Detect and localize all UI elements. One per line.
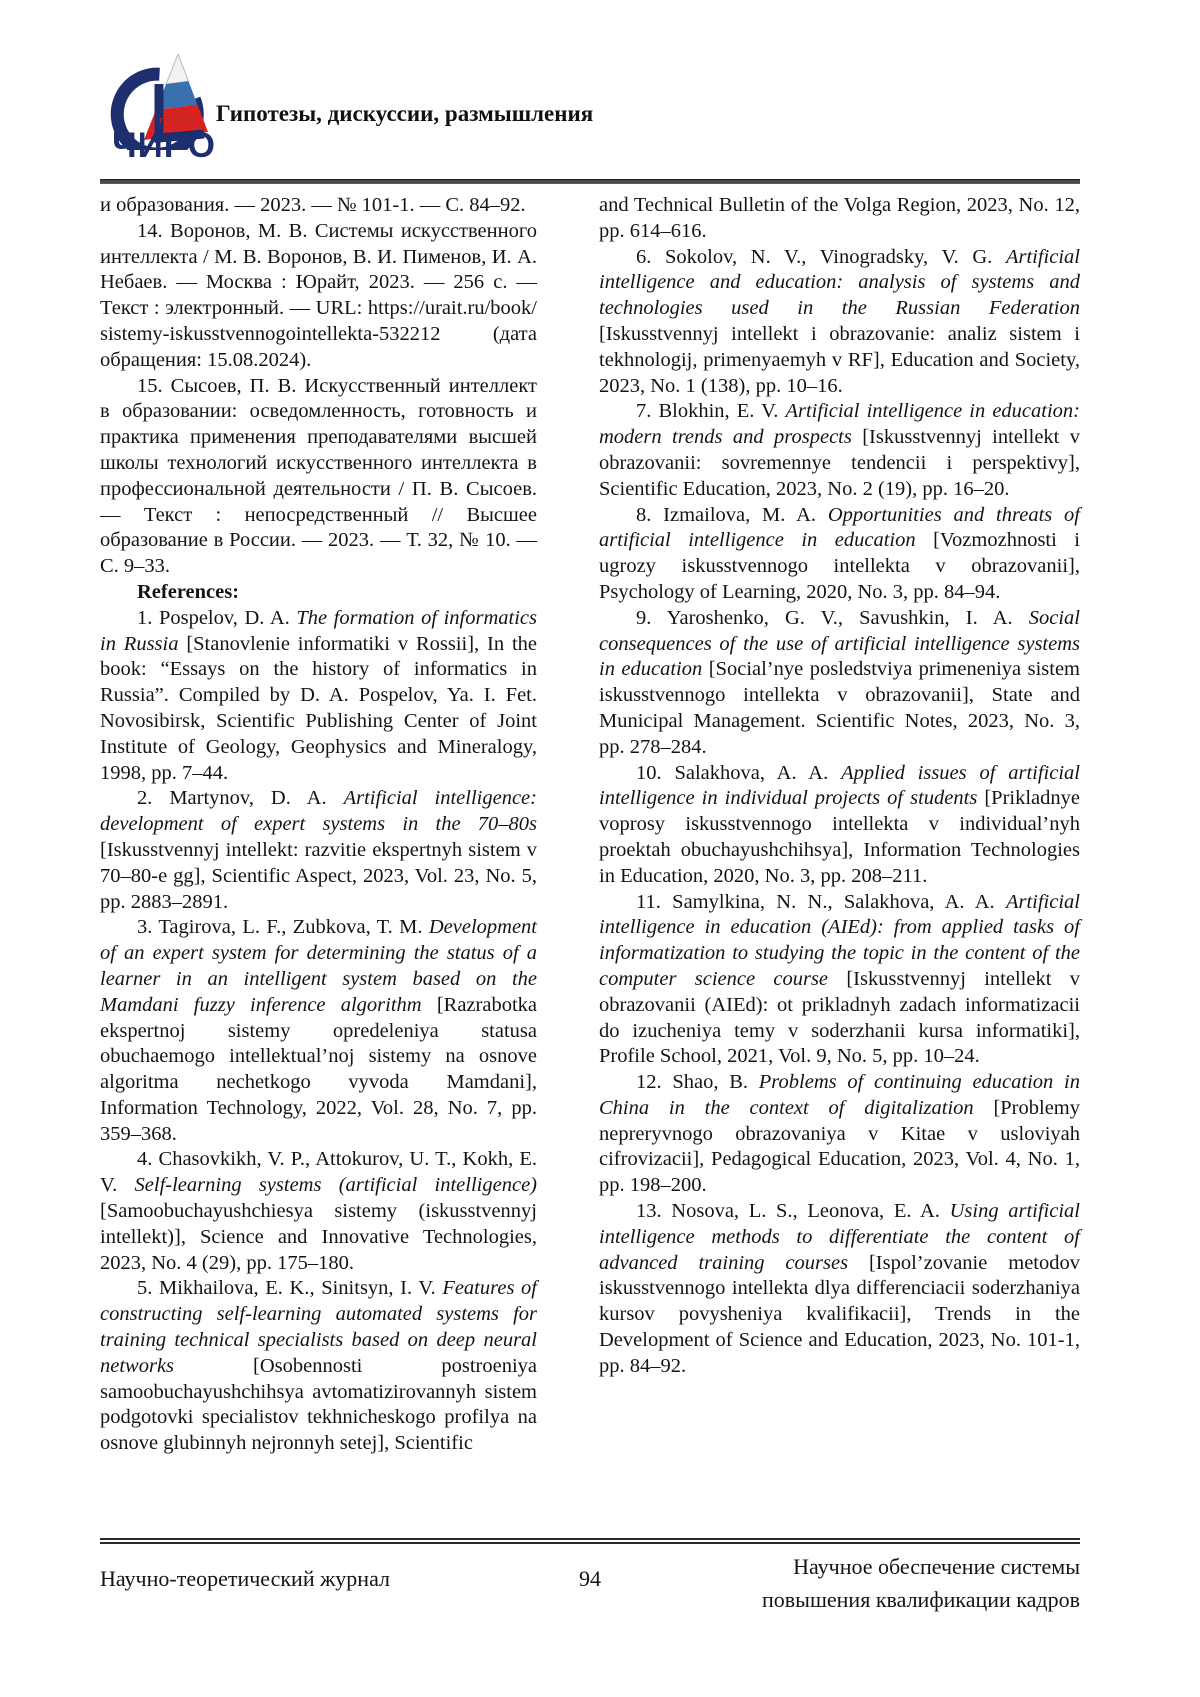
logo-text: ЧИРО [112, 126, 216, 165]
reference-continuation: and Technical Bulletin of the Volga Region, 2023, No. 12, pp. 614–616. [599, 194, 1080, 242]
reference-item-14: 14. Воронов, М. В. Системы искусственного интеллекта / М. В. Воронов, В. И. Пименов, И. А. Небаев. — Москва : Юрайт, 2023. — 256 с. — Текст : электронный. — URL: https://urait.ru/book/sistemy-iskusstvennogointellekta-532212 (дата обращения: 15.08.2024). [100, 219, 537, 371]
reference-continuation: и образования. — 2023. — № 101-1. — С. 84–92. [100, 194, 526, 216]
left-column [100, 193, 537, 1457]
footer-journal-type: Научно-теоретический журнал [100, 1566, 391, 1591]
reference-item-1: 1. Pospelov, D. A. The formation of informatics in Russia [Stanovlenie informatiki v Rossii], In the book: “Essays on the history of informatics in Russia”. Compiled by D. A. Pospelov, Ya. I. Fet. Novosibirsk, Scientific Publishing Center of Joint Institute of Geology, Geophysics and Mineralogy, 1998, pp. 7–44. [100, 606, 537, 784]
reference-item-9: 9. Yaroshenko, G. V., Savushkin, I. A. Social consequences of the use of artificial intelligence systems in education [Social’nye posledstviya primeneniya sistem iskusstvennogo intellekta v obrazovanii], State and Municipal Management. Scientific Notes, 2023, No. 3, pp. 278–284. [599, 606, 1080, 758]
reference-item-11: 11. Samylkina, N. N., Salakhova, A. A. Artificial intelligence in education (AIEd): from applied tasks of informatization to studying the topic in the content of the computer science course [Iskusstvennyj intellekt v obrazovanii (AIEd): ot prikladnyh zadach informatizacii do izucheniya temy v soderzhanii kursa informatiki], Profile School, 2021, Vol. 9, No. 5, pp. 10–24. [599, 890, 1080, 1068]
header-rule [100, 179, 1080, 184]
chiro-logo [98, 50, 230, 178]
right-column [599, 193, 1080, 1457]
reference-item-13: 13. Nosova, L. S., Leonova, E. A. Using artificial intelligence methods to differentiate the content of advanced training courses [Ispol’zovanie metodov iskusstvennogo intellekta dlya differenciacii soderzhaniya kursov povysheniya kvalifikacii], Trends in the Development of Science and Education, 2023, No. 101-1, pp. 84–92. [599, 1200, 1080, 1377]
references-heading: References: [137, 580, 240, 603]
reference-item-3: 3. Tagirova, L. F., Zubkova, T. M. Development of an expert system for determining the status of a learner in an intelligent system based on the Mamdani fuzzy inference algorithm [Razrabotka ekspertnoj sistemy opredeleniya statusa obuchaemogo intellektual’noj sistemy na osnove algoritma nechetkogo vyvoda Mamdani], Information Technology, 2022, Vol. 28, No. 7, pp. 359–368. [100, 916, 537, 1145]
page-number: 94 [579, 1566, 601, 1591]
text-columns [100, 193, 1080, 1457]
footer-rule [100, 1538, 1080, 1544]
reference-item-7: 7. Blokhin, E. V. Artificial intelligence in education: modern trends and prospects [Iskusstvennyj intellekt v obrazovanii: sovremennye tendencii i perspektivy], Scientific Education, 2023, No. 2 (19), pp. 16–20. [599, 400, 1080, 500]
footer-journal-name [650, 1550, 1080, 1616]
section-title: Гипотезы, дискуссии, размышления [216, 101, 594, 126]
footer-journal-name-line2: повышения квалификации кадров [762, 1587, 1080, 1612]
logo-sail-white-stripe [166, 54, 188, 84]
footer-journal-name-line1: Научное обеспечение системы [793, 1554, 1080, 1579]
footer [100, 1550, 1080, 1616]
reference-item-8: 8. Izmailova, M. A. Opportunities and threats of artificial intelligence in education [Vozmozhnosti i ugrozy iskusstvennogo intellekta v obrazovanii], Psychology of Learning, 2020, No. 3, pp. 84–94. [599, 503, 1080, 603]
reference-item-15: 15. Сысоев, П. В. Искусственный интеллект в образовании: осведомленность, готовность и практика применения преподавателями высшей школы технологий искусственного интеллекта в профессиональной деятельности / П. В. Сысоев. — Текст : непосредственный // Высшее образование в России. — 2023. — Т. 32, № 10. — С. 9–33. [100, 374, 537, 578]
reference-item-4: 4. Chasovkikh, V. P., Attokurov, U. T., Kokh, E. V. Self-learning systems (artificial intelligence) [Samoobuchayushchiesya sistemy (iskusstvennyj intellekt)], Science and Innovative Technologies, 2023, No. 4 (29), pp. 175–180. [100, 1148, 537, 1274]
reference-item-10: 10. Salakhova, A. A. Applied issues of artificial intelligence in individual projects of students [Prikladnye voprosy iskusstvennogo intellekta v individual’nyh proektah obuchayushchihsya], Information Technologies in Education, 2020, No. 3, pp. 208–211. [599, 761, 1080, 887]
reference-item-12: 12. Shao, B. Problems of continuing education in China in the context of digitalization [Problemy nepreryvnogo obrazovaniya v Kitae v usloviyah cifrovizacii], Pedagogical Education, 2023, Vol. 4, No. 1, pp. 198–200. [599, 1071, 1080, 1197]
reference-item-5: 5. Mikhailova, E. K., Sinitsyn, I. V. Features of constructing self-learning automated systems for training technical specialists based on deep neural networks [Osobennosti postroeniya samoobuchayushchihsya avtomatizirovannyh sistem podgotovki specialistov tekhnicheskogo profilya na osnove glubinnyh nejronnyh setej], Scientific [100, 1277, 537, 1455]
logo-subtext: ГБУ ДПО [159, 118, 197, 125]
reference-item-6: 6. Sokolov, N. V., Vinogradsky, V. G. Artificial intelligence and education: analysis of systems and technologies used in the Russian Federation [Iskusstvennyj intellekt i obrazovanie: analiz sistem i tekhnologij, primenyaemyh v RF], Education and Society, 2023, No. 1 (138), pp. 10–16. [599, 245, 1080, 397]
reference-item-2: 2. Martynov, D. A. Artificial intelligence: development of expert systems in the 70–80s [Iskusstvennyj intellekt: razvitie ekspertnyh sistem v 70–80-e gg], Scientific Aspect, 2023, Vol. 23, No. 5, pp. 2883–2891. [100, 787, 537, 913]
